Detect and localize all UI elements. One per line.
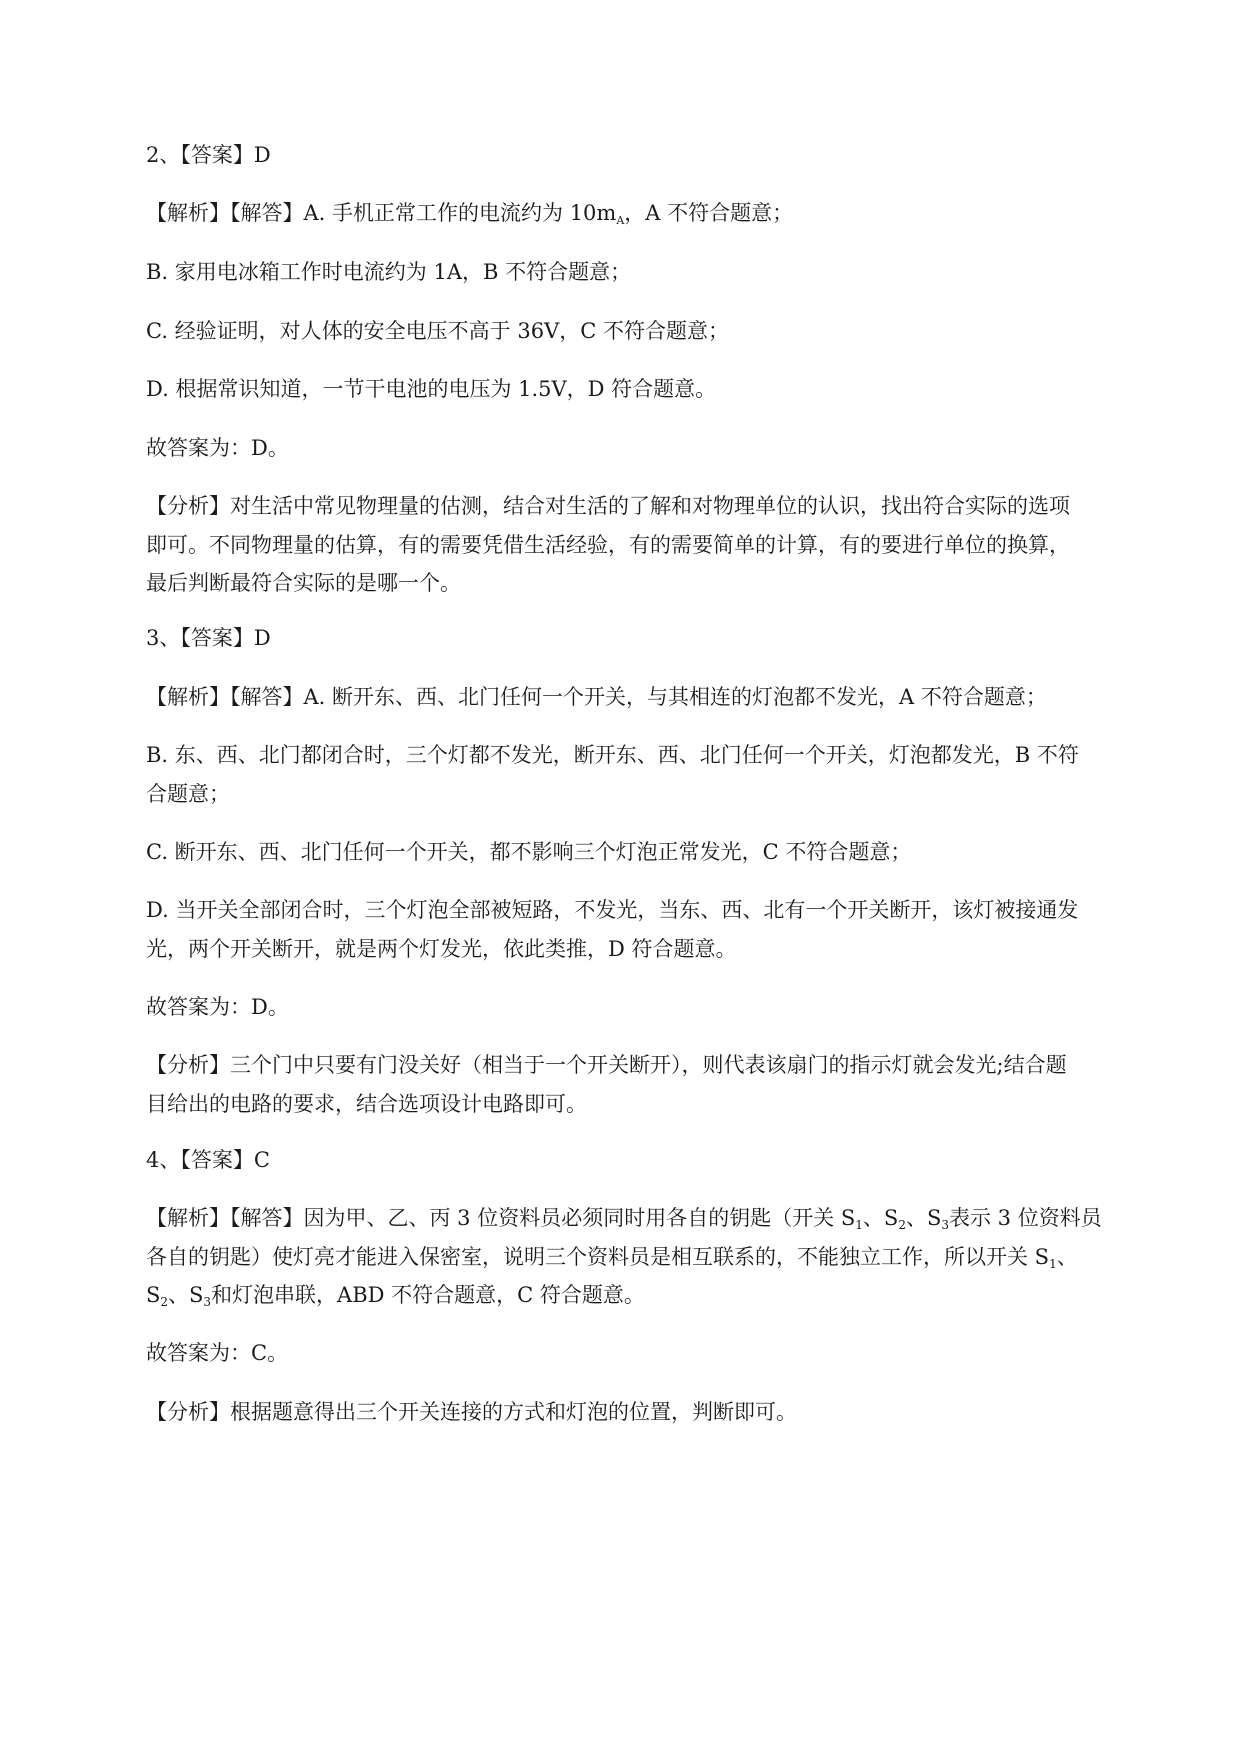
answer-4-summary: 【分析】根据题意得出三个开关连接的方式和灯泡的位置，判断即可。 bbox=[146, 1400, 797, 1424]
answer-2-option-b: B. 家用电冰箱工作时电流约为 1A，B 不符合题意； bbox=[146, 260, 632, 284]
answer-2-analysis-a: 【解析】【解答】A. 手机正常工作的电流约为 $10m_A$，A 不符合题意； bbox=[146, 201, 794, 227]
answer-4-analysis-line-1: 【解析】【解答】因为甲、乙、丙 3 位资料员必须同时用各自的钥匙（开关 $S_1$、$S_2$、$S_3$表示 3 位资料员 bbox=[146, 1206, 1102, 1232]
answer-3-option-d-line-1: D. 当开关全部闭合时，三个灯泡全部被短路，不发光，当东、西、北有一个开关断开，该灯被接通发 bbox=[146, 898, 1079, 922]
answer-2-summary-line-1: 【分析】对生活中常见物理量的估测，结合对生活的了解和对物理单位的认识，找出符合实际的选项 bbox=[146, 494, 1070, 518]
answer-2-option-d: D. 根据常识知道，一节干电池的电压为 1.5V，D 符合题意。 bbox=[146, 377, 717, 401]
answer-3-analysis-a: 【解析】【解答】A. 断开东、西、北门任何一个开关，与其相连的灯泡都不发光，A 不符合题意； bbox=[146, 685, 1047, 709]
answer-3-heading: 3、【答案】D bbox=[146, 626, 271, 650]
answer-2-conclusion: 故答案为：D。 bbox=[146, 436, 289, 460]
answer-3-option-c: C. 断开东、西、北门任何一个开关，都不影响三个灯泡正常发光，C 不符合题意； bbox=[146, 840, 912, 864]
answer-4-heading: 4、【答案】C bbox=[146, 1148, 270, 1172]
answer-2-summary-line-2: 即可。不同物理量的估算，有的需要凭借生活经验，有的需要简单的计算，有的要进行单位的换算， bbox=[146, 533, 1070, 557]
answer-3-option-b-line-1: B. 东、西、北门都闭合时，三个灯都不发光，断开东、西、北门任何一个开关，灯泡都发光，B 不符 bbox=[146, 743, 1079, 767]
answer-3-conclusion: 故答案为：D。 bbox=[146, 995, 289, 1019]
answer-2-summary-line-3: 最后判断最符合实际的是哪一个。 bbox=[146, 571, 461, 595]
answer-2-heading: 2、【答案】D bbox=[146, 143, 271, 167]
answer-3-option-d-line-2: 光，两个开关断开，就是两个灯发光，依此类推，D 符合题意。 bbox=[146, 937, 737, 961]
answer-3-summary-line-2: 目给出的电路的要求，结合选项设计电路即可。 bbox=[146, 1092, 587, 1116]
answer-3-option-b-line-2: 合题意； bbox=[146, 782, 230, 806]
answer-4-analysis-line-2: 各自的钥匙）使灯亮才能进入保密室，说明三个资料员是相互联系的，不能独立工作，所以开关 $S_1$、 bbox=[146, 1245, 1078, 1271]
answer-4-conclusion: 故答案为：C。 bbox=[146, 1341, 289, 1365]
answer-3-summary-line-1: 【分析】三个门中只要有门没关好（相当于一个开关断开），则代表该扇门的指示灯就会发光;结合题 bbox=[146, 1053, 1067, 1077]
answer-2-option-c: C. 经验证明，对人体的安全电压不高于 36V，C 不符合题意； bbox=[146, 319, 729, 343]
answer-4-analysis-line-3: $S_2$、$S_3$和灯泡串联，ABD 不符合题意，C 符合题意。 bbox=[146, 1283, 645, 1309]
